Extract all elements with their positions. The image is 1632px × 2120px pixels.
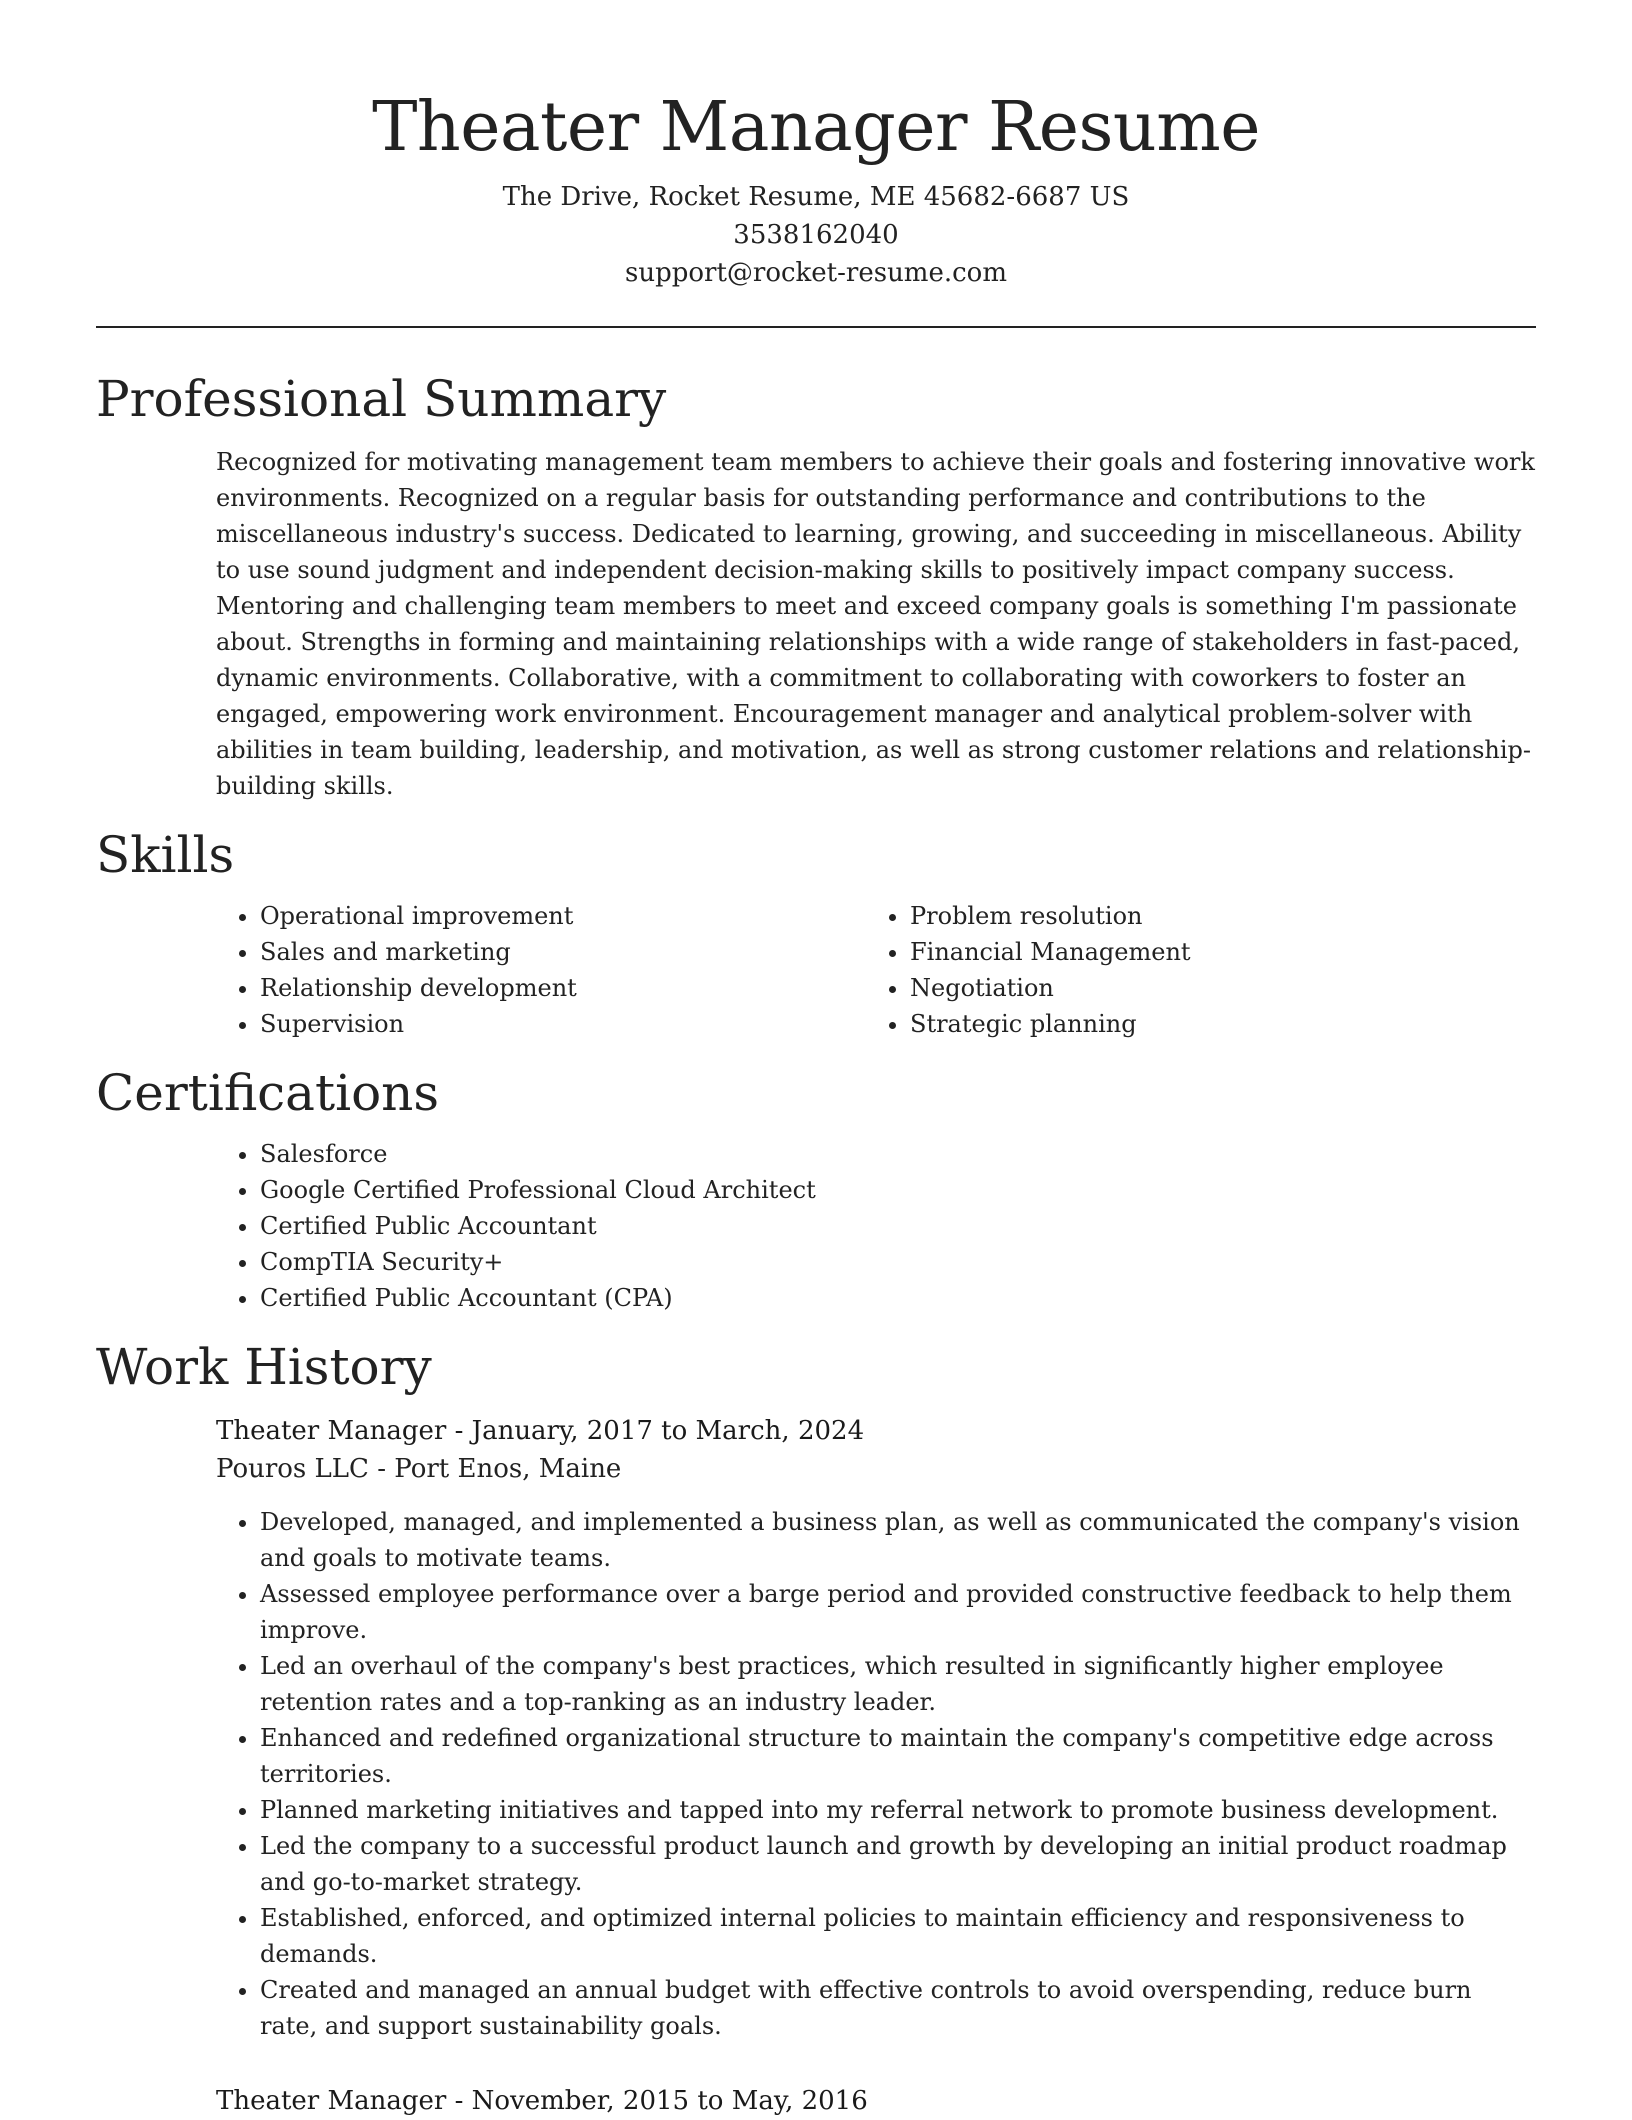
list-item: • CompTIA Security+ <box>260 1244 1536 1280</box>
skills-heading: Skills <box>96 826 235 884</box>
skills-columns <box>216 898 1536 1042</box>
job-entry <box>216 2082 1536 2120</box>
list-item: • Negotiation <box>910 970 1516 1006</box>
list-item: • Assessed employee performance over a barge period and provided constructive feedback to help them improve. <box>260 1576 1536 1648</box>
certifications-heading: Certifications <box>96 1064 440 1122</box>
job-company-line: Pouros LLC - Port Enos, Maine <box>216 1454 622 1484</box>
list-item: • Led the company to a successful product launch and growth by developing an initial product roadmap and go-to-market strategy. <box>260 1828 1536 1900</box>
list-item: • Salesforce <box>260 1136 1536 1172</box>
skills-column-left <box>216 898 866 1042</box>
summary-section <box>96 370 1536 804</box>
list-item: • Certified Public Accountant (CPA) <box>260 1280 1536 1316</box>
list-item: • Strategic planning <box>910 1006 1516 1042</box>
job-bullets <box>216 1504 1536 2044</box>
list-item: • Google Certified Professional Cloud Architect <box>260 1172 1536 1208</box>
summary-text: Recognized for motivating management team members to achieve their goals and fostering innovative work environments. Recognized on a regular basis for outstanding performance and contributions to the miscellaneous industry's success. Dedicated to learning, growing, and succeeding in miscellaneous. Ability to use sound judgment and independent decision-making skills to positively impact company success. Mentoring and challenging team members to meet and exceed company goals is something I'm passionate about. Strengths in forming and maintaining relationships with a wide range of stakeholders in fast-paced, dynamic environments. Collaborative, with a commitment to collaborating with coworkers to foster an engaged, empowering work environment. Encouragement manager and analytical problem-solver with abilities in team building, leadership, and motivation, as well as strong customer relations and relationship-building skills. <box>216 448 1535 800</box>
work-history-heading: Work History <box>96 1338 432 1396</box>
skills-section <box>96 826 1536 1042</box>
job-entry <box>216 1412 1536 2044</box>
summary-heading: Professional Summary <box>96 370 667 428</box>
job-title-line: Theater Manager - January, 2017 to March, 2024 <box>216 1416 865 1446</box>
job-header <box>216 1412 1536 1488</box>
list-item: • Operational improvement <box>260 898 866 934</box>
list-item: • Relationship development <box>260 970 866 1006</box>
list-item: • Led an overhaul of the company's best practices, which resulted in significantly higher employee retention rates and a top-ranking as an industry leader. <box>260 1648 1536 1720</box>
list-item: • Supervision <box>260 1006 866 1042</box>
list-item: • Sales and marketing <box>260 934 866 970</box>
list-item: • Enhanced and redefined organizational structure to maintain the company's competitive edge across territories. <box>260 1720 1536 1792</box>
work-history-section <box>96 1338 1536 2120</box>
list-item: • Established, enforced, and optimized internal policies to maintain efficiency and responsiveness to demands. <box>260 1900 1536 1972</box>
contact-phone: 3538162040 <box>733 220 899 250</box>
job-title-line: Theater Manager - November, 2015 to May, 2016 <box>216 2086 868 2116</box>
list-item: • Problem resolution <box>910 898 1516 934</box>
list-item: • Certified Public Accountant <box>260 1208 1536 1244</box>
list-item: • Financial Management <box>910 934 1516 970</box>
contact-block <box>96 178 1536 292</box>
list-item: • Created and managed an annual budget with effective controls to avoid overspending, reduce burn rate, and support sustainability goals. <box>260 1972 1536 2044</box>
skills-column-right <box>866 898 1516 1042</box>
certifications-section <box>96 1064 1536 1316</box>
certifications-list <box>216 1136 1536 1316</box>
list-item: • Planned marketing initiatives and tapped into my referral network to promote business development. <box>260 1792 1536 1828</box>
contact-address: The Drive, Rocket Resume, ME 45682-6687 US <box>502 182 1130 212</box>
list-item: • Developed, managed, and implemented a business plan, as well as communicated the company's vision and goals to motivate teams. <box>260 1504 1536 1576</box>
header-divider <box>96 326 1536 328</box>
job-header <box>216 2082 1536 2120</box>
resume-title: Theater Manager Resume <box>372 88 1260 167</box>
contact-email: support@rocket-resume.com <box>624 258 1007 288</box>
resume-page <box>96 0 1536 2120</box>
